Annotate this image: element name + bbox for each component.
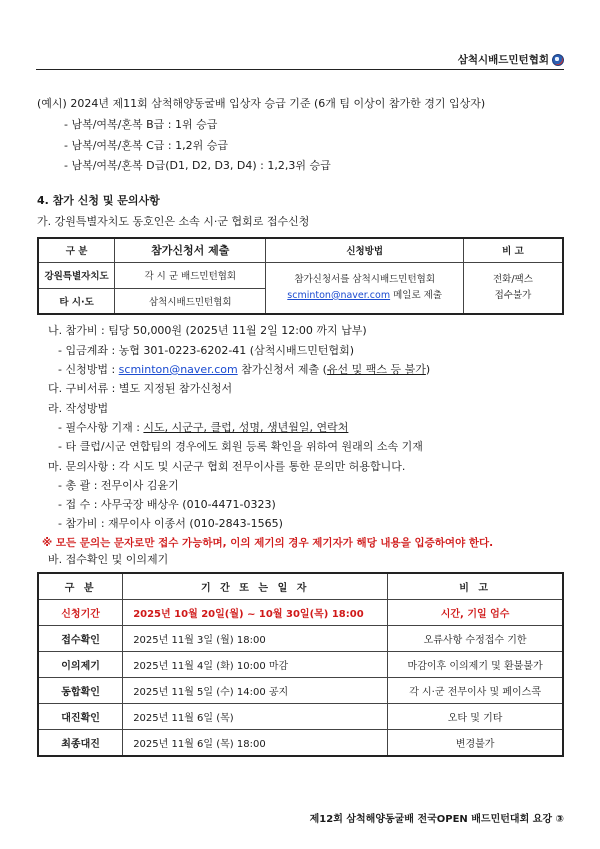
t1-method-line1: 참가신청서를 삼척시배드민턴협회 [294,273,436,285]
item-ra-union: - 타 클럽/시군 연합팀의 경우에도 회원 등록 확인을 위하여 원래의 소속 기재 [58,440,423,453]
na-method-mid: 참가신청서 제출 ( [237,363,327,376]
na-method-email[interactable]: scminton@naver.com [118,363,238,376]
t1-row1-category: 강원특별자치도 [38,262,115,288]
item-na-method [58,363,430,377]
t2-header-category: 구 분 [38,573,123,600]
item-ga: 가. 강원특별자치도 동호인은 소속 시·군 협회로 접수신청 [37,215,310,228]
t1-row2-category: 타 시·도 [38,288,115,314]
t2-header-note: 비 고 [388,573,563,600]
example-line: (예시) 2024년 제11회 삼척해양동굴배 입상자 승급 기준 (6개 팀 이상이 참가한 경기 입상자) [37,97,486,110]
table-row [38,652,563,678]
header-divider [36,69,564,70]
contact-fee: - 참가비 : 재무이사 이종서 (010-2843-1565) [58,517,283,530]
item-ra: 라. 작성방법 [48,402,109,415]
warning-notice: ※ 모든 문의는 문자로만 접수 가능하며, 이의 제기의 경우 제기자가 해당 내용을 입증하여야 한다. [42,537,494,549]
example-item-c: - 남복/여복/혼복 C급 : 1,2위 승급 [64,139,229,152]
example-item-d: - 남복/여복/혼복 D급(D1, D2, D3, D4) : 1,2,3위 승급 [64,159,331,172]
row-note: 시간, 기일 엄수 [388,600,563,626]
row-period: 2025년 11월 3일 (월) 18:00 [123,626,388,652]
row-period: 2025년 11월 5일 (수) 14:00 공지 [123,678,388,704]
row-note: 각 시·군 전무이사 및 페이스콕 [388,678,563,704]
t1-method-email[interactable]: scminton@naver.com [287,289,391,301]
section-title: 4. 참가 신청 및 문의사항 [37,194,160,207]
row-note: 변경불가 [388,730,563,757]
page-header [458,52,564,67]
ra-required-fields: 시도, 시군구, 클럽, 성명, 생년월일, 연락처 [143,421,349,434]
row-period: 2025년 10월 20일(월) ~ 10월 30일(목) 18:00 [123,600,388,626]
t1-note: 전화/팩스 접수불가 [463,262,563,314]
row-label: 최종대진 [38,730,123,757]
t1-header-submit: 참가신청서 제출 [115,238,266,262]
row-note: 마감이후 이의제기 및 환불불가 [388,652,563,678]
row-label: 동합확인 [38,678,123,704]
row-period: 2025년 11월 4일 (화) 10:00 마감 [123,652,388,678]
row-label: 접수확인 [38,626,123,652]
na-method-end: ) [425,363,431,376]
contact-reception: - 접 수 : 사무국장 배상우 (010-4471-0323) [58,498,276,511]
t1-header-note: 비 고 [463,238,563,262]
row-label: 신청기간 [38,600,123,626]
schedule-table [37,572,564,757]
t1-header-category: 구 분 [38,238,115,262]
t1-method-line2: 메일로 제출 [390,289,443,301]
association-logo-icon [552,54,564,66]
t1-method-cell [266,262,464,314]
row-label: 이의제기 [38,652,123,678]
row-period: 2025년 11월 6일 (목) [123,704,388,730]
row-label: 대진확인 [38,704,123,730]
item-ra-required [58,421,348,435]
example-item-b: - 남복/여복/혼복 B급 : 1위 승급 [64,118,218,131]
t1-row1-submit: 각 시 군 배드민턴협회 [115,262,266,288]
page-footer: 제12회 삼척해양동굴배 전국OPEN 배드민턴대회 요강 ③ [309,814,564,825]
t1-header-method: 신청방법 [266,238,464,262]
item-na-account: - 입금계좌 : 농협 301-0223-6202-41 (삼척시배드민턴협회) [58,344,355,357]
item-ba: 바. 접수확인 및 이의제기 [48,553,169,566]
item-ma: 마. 문의사항 : 각 시도 및 시군구 협회 전무이사를 통한 문의만 허용합니다. [48,460,406,473]
application-table [37,237,564,315]
t2-header-period: 기 간 또 는 일 자 [123,573,388,600]
table-row [38,626,563,652]
item-da: 다. 구비서류 : 별도 지정된 참가신청서 [48,382,233,395]
na-method-prefix: - 신청방법 : [58,363,119,376]
table-row [38,678,563,704]
table-row [38,600,563,626]
table-row [38,704,563,730]
row-note: 오타 및 기타 [388,704,563,730]
contact-general: - 총 괄 : 전무이사 김윤기 [58,479,179,492]
row-period: 2025년 11월 6일 (목) 18:00 [123,730,388,757]
ra-required-prefix: - 필수사항 기재 : [58,421,144,434]
row-note: 오류사항 수정접수 기한 [388,626,563,652]
na-method-restriction: 유선 및 팩스 등 불가 [326,363,426,376]
association-name: 삼척시배드민턴협회 [457,54,549,66]
item-na: 나. 참가비 : 팀당 50,000원 (2025년 11월 2일 12:00 까지 납부) [48,324,367,337]
t1-row2-submit: 삼척시배드민턴협회 [115,288,266,314]
table-row [38,730,563,757]
